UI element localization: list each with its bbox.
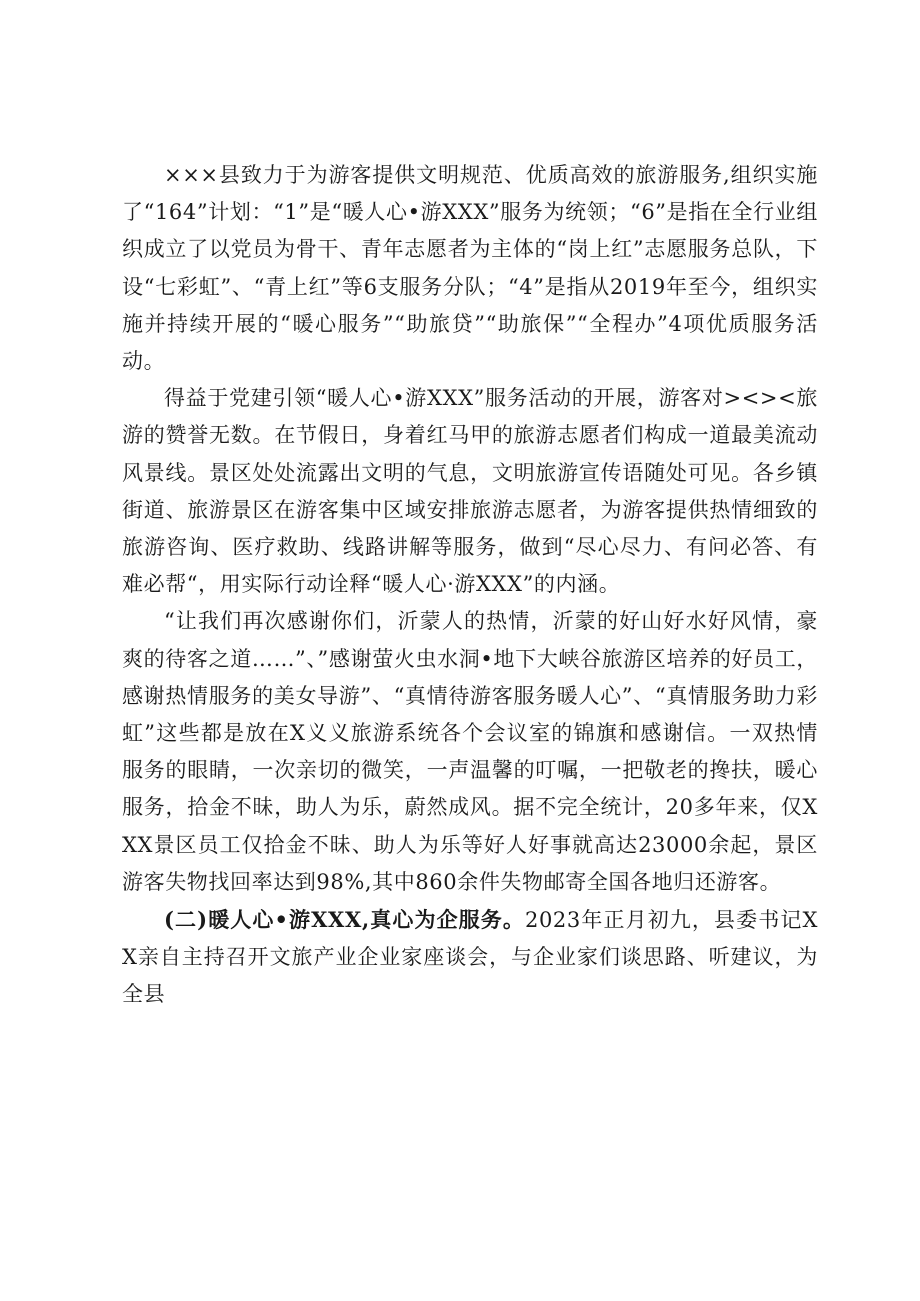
section-heading-enterprise-service: (二)暖人心•游XXX,真心为企服务。 bbox=[164, 907, 526, 933]
document-body bbox=[122, 157, 818, 1014]
paragraph-thank-you-letters: “让我们再次感谢你们，沂蒙人的热情，沂蒙的好山好水好风情，豪爽的待客之道……”、”感谢萤火虫水洞•地下大峡谷旅游区培养的好员工，感谢热情服务的美女导游”、“真情待游客服务暖人心”、“真情服务助力彩虹”这些都是放在X义义旅游系统各个会议室的锦旗和感谢信。一双热情服务的眼睛，一次亲切的微笑，一声温馨的叮嘱，一把敬老的搀扶，暖心服务，拾金不昧，助人为乐，蔚然成风。据不完全统计，20多年来，仅XXX景区员工仅拾金不昧、助人为乐等好人好事就高达23000余起，景区游客失物找回率达到98%,其中860余件失物邮寄全国各地归还游客。 bbox=[122, 609, 818, 894]
paragraph-164-plan: ×××县致力于为游客提供文明规范、优质高效的旅游服务,组织实施了“164”计划：“1”是“暖人心•游XXX”服务为统领；“6”是指在全行业组织成立了以党员为骨干、青年志愿者为主体的“岗上红”志愿服务总队，下设“七彩虹”、“青上红”等6支服务分队；“4”是指从2019年至今，组织实施并持续开展的“暖心服务”“助旅贷”“助旅保”“全程办”4项优质服务活动。 bbox=[122, 163, 818, 374]
paragraph-enterprise-service bbox=[122, 901, 818, 1014]
paragraph-enterprise-service-text: 2023年正月初九，县委书记XX亲自主持召开文旅产业企业家座谈会，与企业家们谈思路、听建议，为全县 bbox=[122, 908, 818, 1007]
paragraph-tourist-praise: 得益于党建引领“暖人心•游XXX”服务活动的开展，游客对><><旅游的赞誉无数。在节假日，身着红马甲的旅游志愿者们构成一道最美流动风景线。景区处处流露出文明的气息，文明旅游宣传语随处可见。各乡镇街道、旅游景区在游客集中区域安排旅游志愿者，为游客提供热情细致的旅游咨询、医疗救助、线路讲解等服务，做到“尽心尽力、有问必答、有难必帮“，用实际行动诠释“暖人心·游XXX”的内涵。 bbox=[122, 386, 818, 597]
